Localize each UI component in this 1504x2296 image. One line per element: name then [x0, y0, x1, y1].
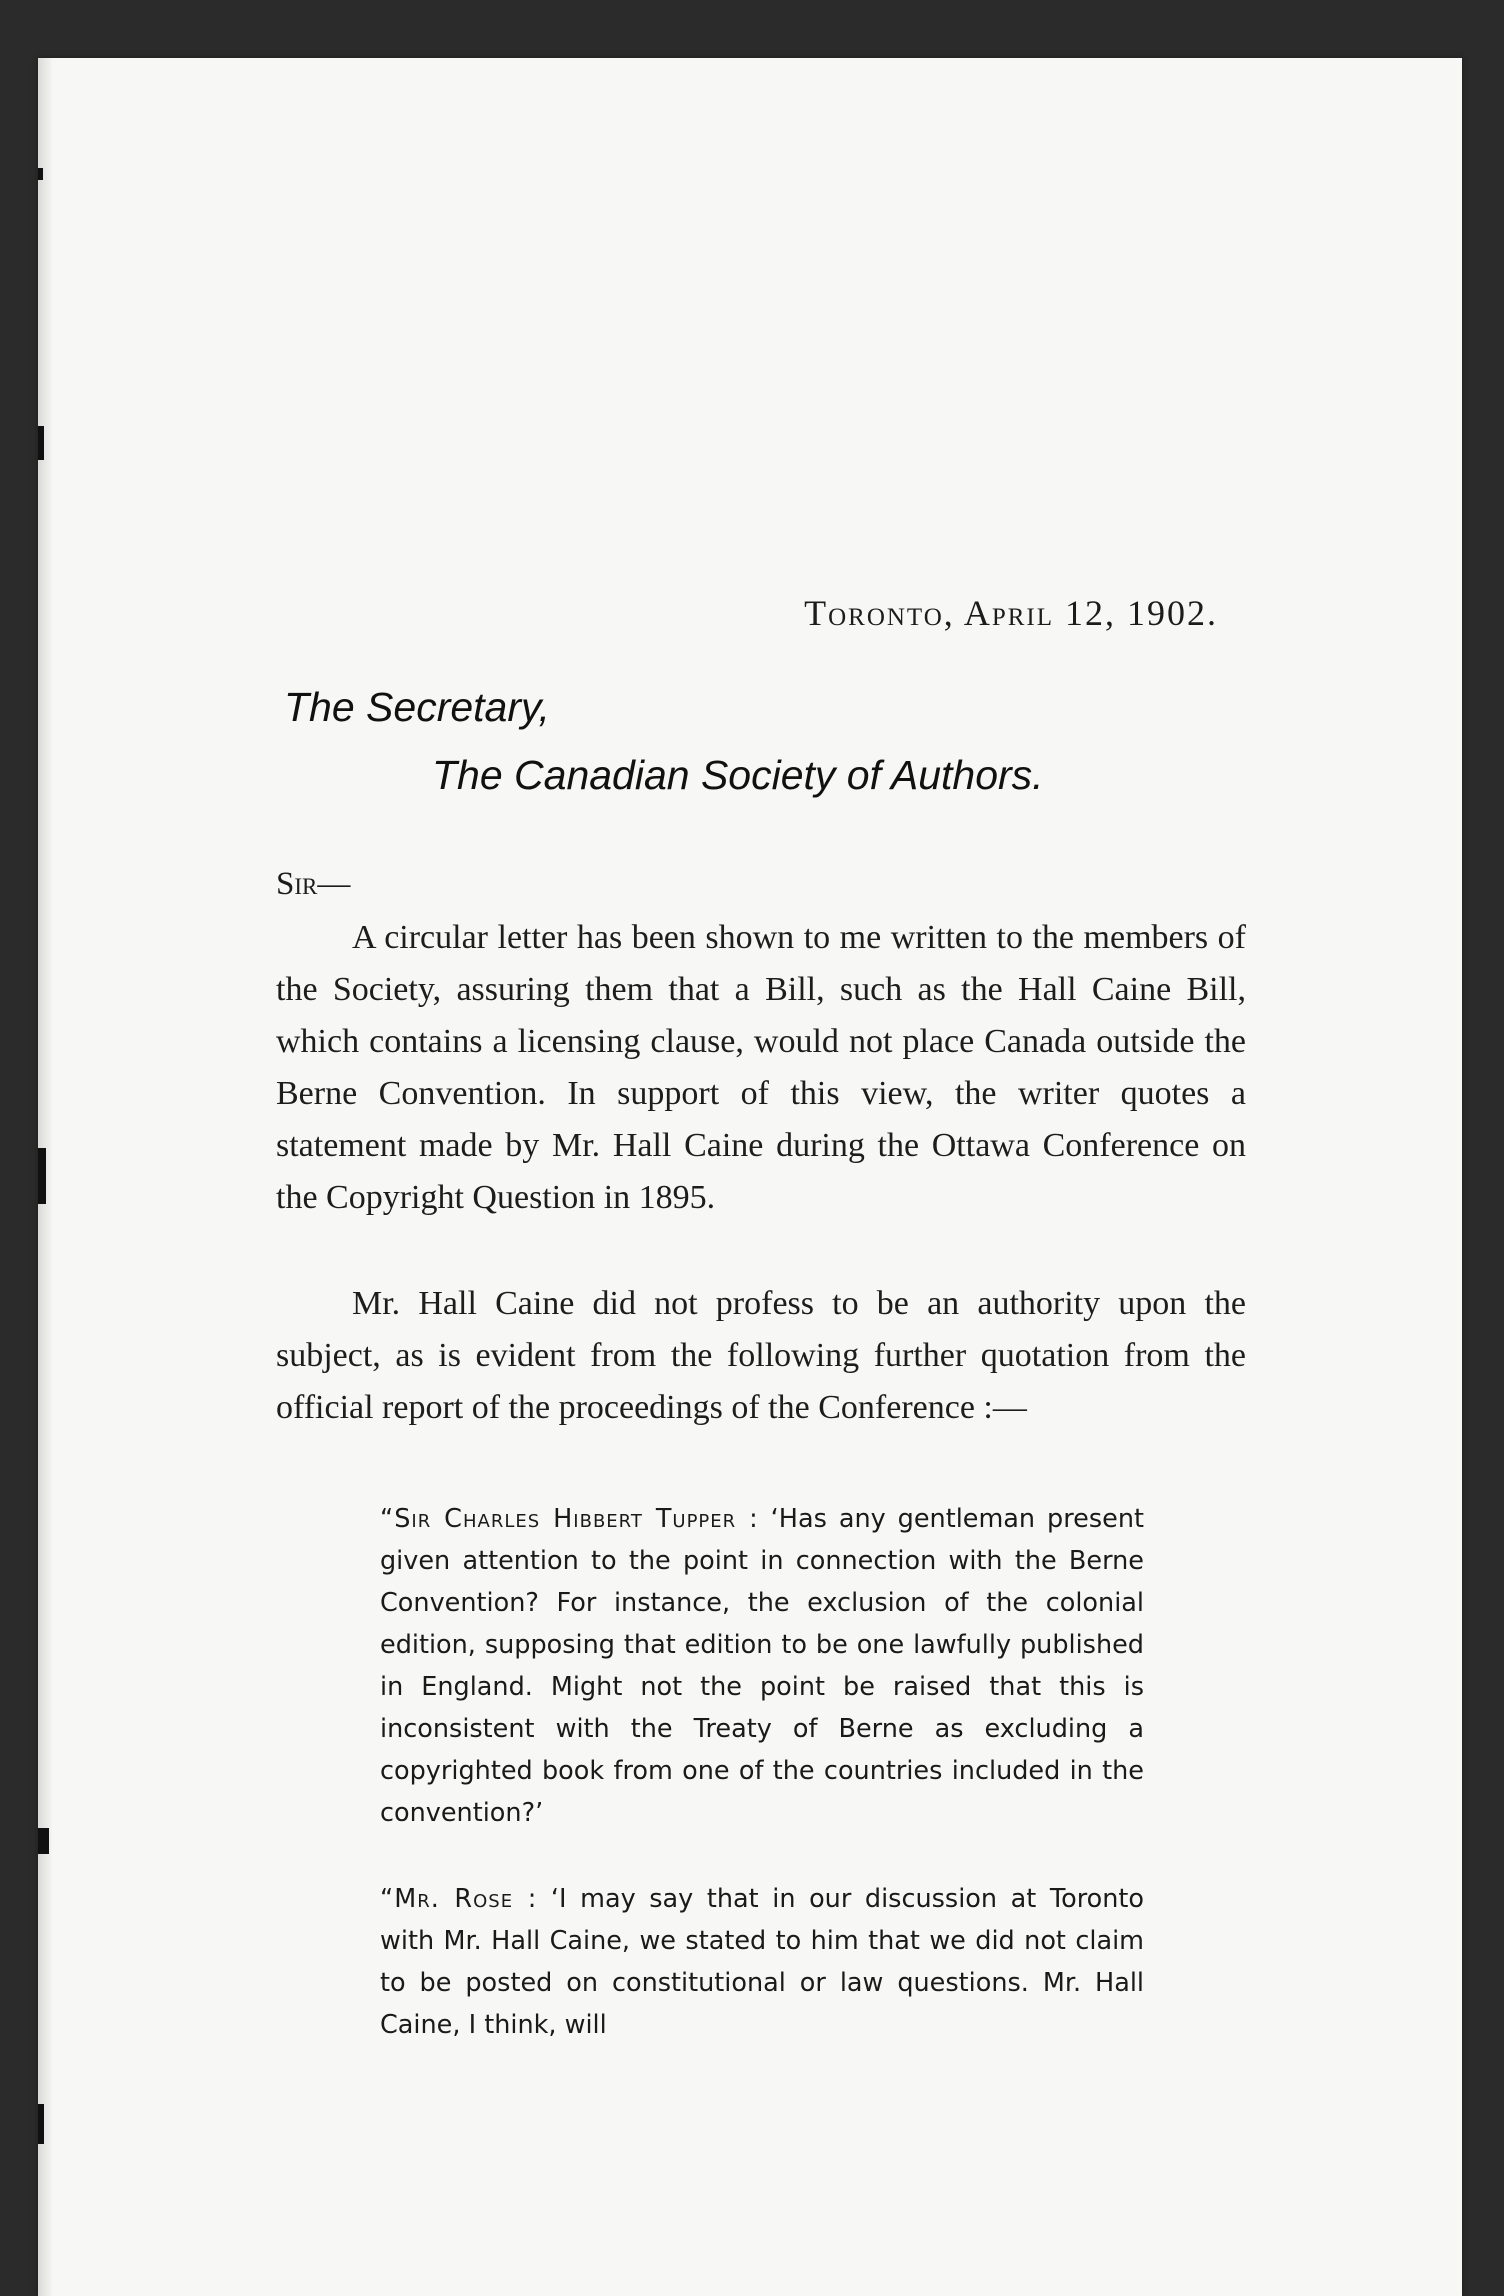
quote-speaker: “Sir Charles Hibbert Tupper : [380, 1504, 759, 1534]
block-quote-tupper [380, 1498, 1144, 1834]
recipient-organization: The Canadian Society of Authors. [432, 752, 1044, 798]
binding-mark [38, 426, 44, 460]
binding-mark [38, 2104, 44, 2144]
body-paragraph-1 [276, 912, 1246, 1224]
binding-mark [38, 168, 43, 180]
recipient-title: The Secretary, [284, 684, 550, 730]
quote-text: ‘I may say that in our discussion at Toronto with Mr. Hall Caine, we stated to him that we did not claim to be posted on constitutional or law questions. Mr. Hall Caine, I think, will [380, 1884, 1145, 2040]
quote-paragraph [380, 1498, 1144, 1834]
quote-paragraph [380, 1878, 1144, 2046]
paragraph-text: Mr. Hall Caine did not profess to be an authority upon the subject, as is evident from the following further quotation from the official report of the proceedings of the Conference :— [276, 1285, 1246, 1426]
binding-mark [38, 1148, 46, 1204]
letter-date-line: Toronto, April 12, 1902. [804, 593, 1218, 633]
paragraph-text: A circular letter has been shown to me written to the members of the Society, assuring them that a Bill, such as the Hall Caine Bill, which contains a licensing clause, would not place Canada outside the Berne Convention. In support of this view, the writer quotes a statement made by Mr. Hall Caine during the Ottawa Conference on the Copyright Question in 1895. [276, 919, 1246, 1216]
document-page [38, 58, 1462, 2296]
salutation: Sir— [276, 866, 351, 902]
body-paragraph-2 [276, 1278, 1246, 1434]
quote-text: ‘Has any gentleman present given attention to the point in connection with the Berne Convention? For instance, the exclusion of the colonial edition, supposing that edition to be one lawfully published in England. Might not the point be raised that this is inconsistent with the Treaty of Berne as excluding a copyrighted book from one of the countries included in the convention?’ [380, 1504, 1144, 1828]
block-quote-rose [380, 1878, 1144, 2046]
quote-speaker: “Mr. Rose : [380, 1884, 538, 1914]
binding-mark [38, 1828, 49, 1854]
